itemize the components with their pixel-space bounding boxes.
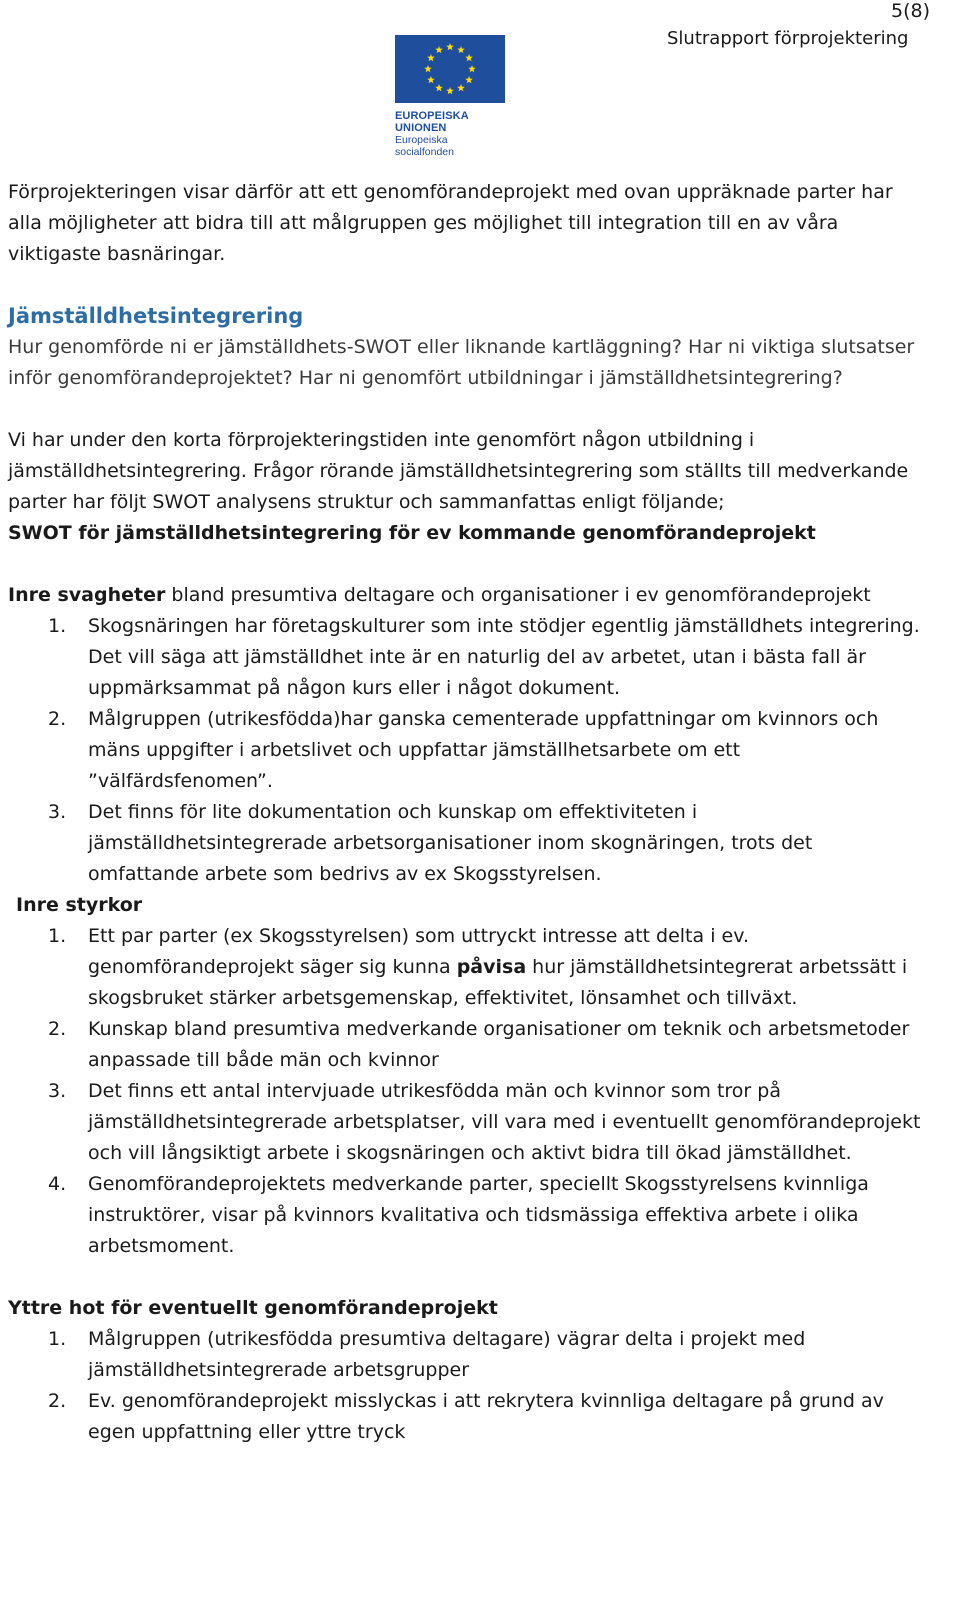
list-item-text: Det finns ett antal intervjuade utrikesfödda män och kvinnor som tror på jämställdhetsintegrerade arbetsplatser, vill vara med i eventuellt genomförandeprojekt och vill långsiktigt arbete i skogsnäringen och aktivt bidra till ökad jämställdhet. [88,1080,921,1164]
list-item [8,1324,928,1386]
weaknesses-label-rest: bland presumtiva deltagare och organisationer i ev genomförandeprojekt [165,584,871,606]
page-number: 5(8) [890,0,930,22]
list-number: 1. [48,1328,67,1350]
weaknesses-label-bold: Inre svagheter [8,584,166,606]
list-item-text: Genomförandeprojektets medverkande parter, speciellt Skogsstyrelsens kvinnliga instruktörer, visar på kvinnors kvalitativa och tidsmässiga effektiva arbete i olika arbetsmoment. [88,1173,869,1257]
list-number: 1. [48,925,67,947]
section-heading: Jämställdhetsintegrering [8,304,304,328]
list-item-text: Målgruppen (utrikesfödda)har ganska cementerade uppfattningar om kvinnors och mäns uppgifter i arbetslivet och uppfattar jämställhetsarbete om ett ”välfärdsfenomen”. [88,708,879,792]
list-item [8,1076,928,1169]
list-item-emphasis: påvisa [456,956,527,978]
weaknesses-label [8,580,928,611]
swot-heading: SWOT för jämställdhetsintegrering för ev kommande genomförandeprojekt [8,522,816,544]
strengths-label: Inre styrkor [16,894,143,916]
list-item-text: Målgruppen (utrikesfödda presumtiva deltagare) vägrar delta i projekt med jämställdhetsintegrerade arbetsgrupper [88,1328,806,1381]
list-number: 2. [48,1018,67,1040]
strengths-list [8,921,928,1262]
list-item-text: Det finns för lite dokumentation och kunskap om effektiviteten i jämställdhetsintegrerade arbetsorganisationer inom skognäringen, trots det omfattande arbete som bedrivs av ex Skogsstyrelsen. [88,801,813,885]
list-item [8,611,928,704]
list-item-text: Ett par parter (ex Skogsstyrelsen) som uttryckt intresse att delta i ev. genomförandeprojekt säger sig kunna [88,925,750,978]
list-number: 2. [48,1390,67,1412]
list-item-text: hur jämställdhetsintegrerat arbetssätt i skogsbruket stärker arbetsgemenskap, effektivitet, lönsamhet och tillväxt. [88,956,908,1009]
threats-label: Yttre hot för eventuellt genomförandeprojekt [8,1297,498,1319]
list-number: 4. [48,1173,67,1195]
list-number: 2. [48,708,67,730]
list-number: 3. [48,1080,67,1102]
eu-logo-text [395,110,507,158]
threats-list [8,1324,928,1448]
eu-logo [395,35,507,158]
list-item [8,797,928,890]
section-answer: Vi har under den korta förprojekteringstiden inte genomfört någon utbildning i jämställdhetsintegrering. Frågor rörande jämställdhetsintegrering som ställts till medverkande parter har följt SWOT analysens struktur och sammanfattas enligt följande; [8,429,909,513]
eu-flag-icon [395,35,505,103]
list-item [8,1014,928,1076]
running-header: Slutrapport förprojektering [667,28,909,49]
list-number: 1. [48,615,67,637]
list-item [8,921,928,1014]
intro-paragraph: Förprojekteringen visar därför att ett genomförandeprojekt med ovan uppräknade parter har alla möjligheter att bidra till att målgruppen ges möjlighet till integration till en av våra viktigaste basnäringar. [8,181,893,265]
list-item [8,1169,928,1262]
section-questions: Hur genomförde ni er jämställdhets-SWOT eller liknande kartläggning? Har ni viktiga slutsatser inför genomförandeprojektet? Har ni genomfört utbildningar i jämställdhetsintegrering? [8,336,915,389]
document-body [8,177,928,1448]
list-item-text: Skogsnäringen har företagskulturer som inte stödjer egentlig jämställdhets integrering. Det vill säga att jämställdhet inte är en naturlig del av arbetet, utan i bästa fall är uppmärksammat på någon kurs eller i något dokument. [88,615,920,699]
eu-logo-line1: EUROPEISKA UNIONEN [395,110,469,134]
eu-logo-line2: Europeiska socialfonden [395,134,454,158]
list-item-text: Kunskap bland presumtiva medverkande organisationer om teknik och arbetsmetoder anpassade till både män och kvinnor [88,1018,910,1071]
list-item [8,1386,928,1448]
weaknesses-list [8,611,928,890]
list-item [8,704,928,797]
list-item-text: Ev. genomförandeprojekt misslyckas i att rekrytera kvinnliga deltagare på grund av egen uppfattning eller yttre tryck [88,1390,884,1443]
list-number: 3. [48,801,67,823]
